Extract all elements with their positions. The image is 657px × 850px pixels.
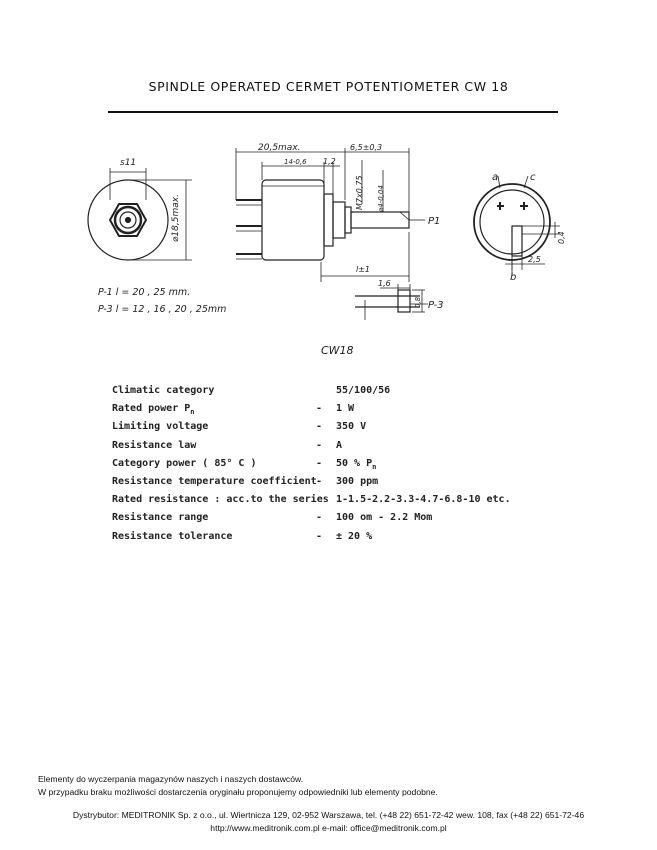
label-p3: P-3 (428, 300, 444, 311)
spec-label: Category power ( 85° C ) (112, 457, 257, 469)
spec-label: Resistance temperature coefficient (112, 475, 317, 487)
spec-label: Rated resistance : acc.to the series (112, 494, 329, 506)
spec-dash: - (316, 403, 323, 415)
pin-c-label: c (530, 172, 536, 183)
spec-label: Rated power $P_n$ (112, 403, 195, 417)
spec-label-subscript: n (190, 408, 195, 417)
page-title: SPINDLE OPERATED CERMET POTENTIOMETER CW 18 (148, 79, 509, 94)
dim-slot-length: 1,6 (378, 279, 391, 288)
footer-notice (38, 773, 438, 799)
footer-distributor (0, 809, 657, 835)
dim-l: l±1 (356, 265, 371, 274)
dim-shaft-length: 6,5±0,3 (350, 143, 383, 152)
spec-dash: - (316, 512, 323, 524)
footer-line-4: http://www.meditronik.com.pl e-mail: office@meditronik.com.pl (210, 823, 447, 833)
spec-value: 100 om - 2.2 Mom (336, 512, 433, 524)
spec-dash: - (316, 439, 323, 451)
spec-value-subscript: n (372, 462, 377, 471)
spec-dash: - (316, 457, 323, 469)
footer-line-1: Elementy do wyczerpania magazynów naszych i naszych dostawców. (38, 774, 304, 784)
dim-slot-width: 0,8 (414, 296, 422, 308)
spec-value: 1-1.5-2.2-3.3-4.7-6.8-10 etc. (336, 494, 511, 506)
spec-value: ± 20 % (336, 530, 373, 542)
spec-dash: - (316, 530, 323, 542)
dim-right-04: 0,4 (557, 231, 566, 244)
dim-diameter: ⌀18,5max. (171, 194, 181, 242)
rear-view (474, 176, 560, 276)
spec-value: A (336, 439, 343, 451)
spec-value: 55/100/56 (336, 385, 391, 396)
spec-dash: - (316, 475, 323, 487)
spec-label: Climatic category (112, 385, 215, 396)
spec-value: 1 W (336, 403, 355, 415)
spec-label: Limiting voltage (112, 421, 209, 433)
pin-b-label: b (510, 272, 517, 283)
technical-drawing (0, 0, 657, 360)
spec-label: Resistance tolerance (112, 530, 233, 542)
footer-line-2: W przypadku braku możliwości dostarczenia oryginału proponujemy odpowiedniki lub elementy podobne. (38, 787, 438, 797)
drawing-caption: CW18 (321, 344, 354, 357)
dim-nut: 1,2 (323, 157, 336, 166)
dim-total-length: 20,5max. (258, 143, 301, 153)
dim-body-length: 14-0,6 (284, 158, 307, 166)
spec-value: 50 % $P_n$ (336, 457, 377, 471)
dim-shaft-diameter: ⌀4-0,04 (377, 185, 385, 212)
dim-right-25: 2,5 (528, 255, 541, 264)
spec-dash: - (316, 421, 323, 433)
note-p3: P-3 l = 12 , 16 , 20 , 25mm (98, 304, 227, 315)
spec-value: 350 V (336, 421, 367, 433)
label-p1: P1 (428, 216, 441, 227)
footer-line-3: Dystrybutor: MEDITRONIK Sp. z o.o., ul. Wiertnicza 129, 02-952 Warszawa, tel. (+48 22) 651-72-42 wew. 108, fax (+48 22) 651-72-46 (72, 810, 585, 820)
spec-value: 300 ppm (336, 475, 379, 487)
spec-label: Resistance range (112, 512, 209, 524)
dim-thread: M7x0,75 (355, 175, 364, 210)
spec-label: Resistance law (112, 439, 197, 451)
note-p1: P-1 l = 20 , 25 mm. (98, 287, 191, 298)
side-view (236, 148, 425, 282)
pin-a-label: a (492, 172, 499, 183)
dim-s11: s11 (120, 158, 137, 168)
